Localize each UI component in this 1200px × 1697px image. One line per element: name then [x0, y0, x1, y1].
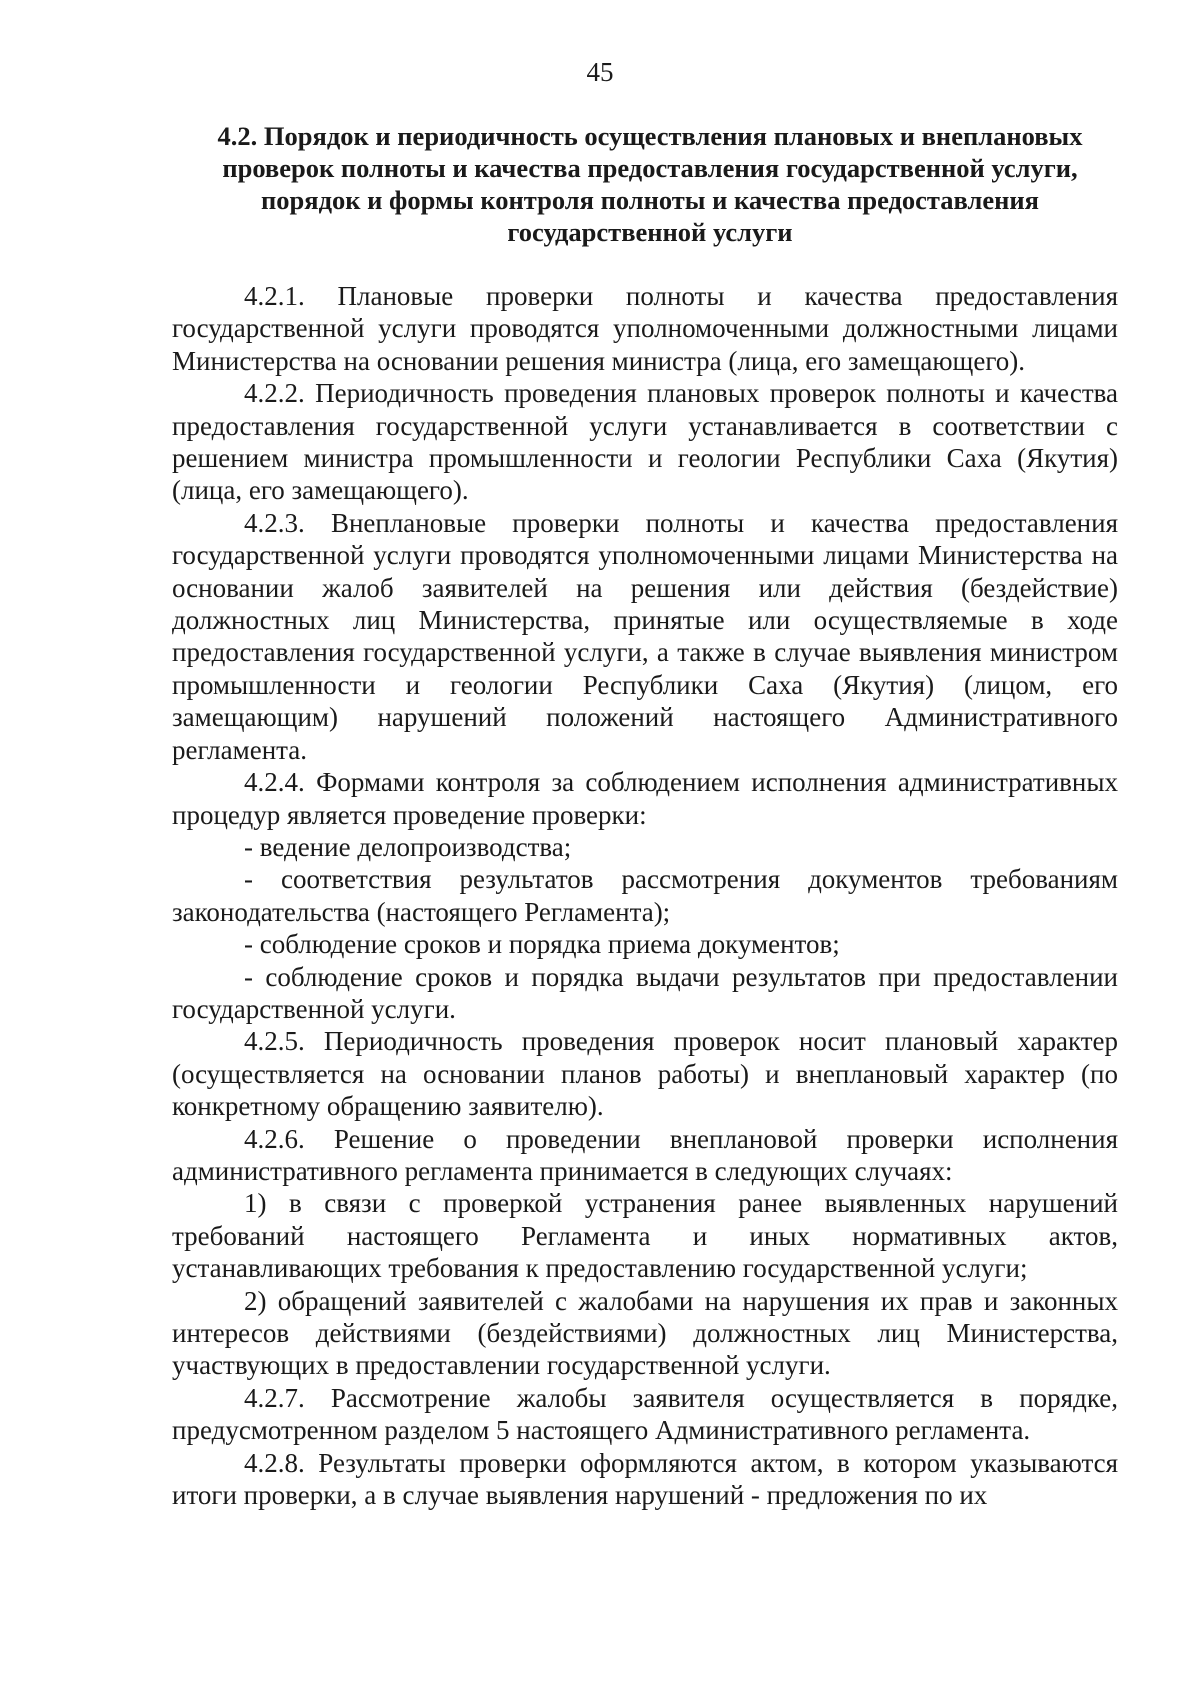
paragraph-4-2-2: 4.2.2. Периодичность проведения плановых проверок полноты и качества предоставления государственной услуги устанавливается в соответствии с решением министра промышленности и геологии Республики Саха (Якутия) (лица, его замещающего). [172, 378, 1118, 506]
list-item-acceptance-deadlines: - соблюдение сроков и порядка приема документов; [244, 929, 840, 960]
paragraph-4-2-5: 4.2.5. Периодичность проведения проверок носит плановый характер (осуществляется на основании планов работы) и внеплановый характер (по конкретному обращению заявителю). [172, 1026, 1118, 1122]
paragraph-4-2-6: 4.2.6. Решение о проведении внеплановой проверки исполнения административного регламента принимается в следующих случаях: [172, 1123, 1118, 1186]
paragraph-4-2-1: 4.2.1. Плановые проверки полноты и качества предоставления государственной услуги проводятся уполномоченными должностными лицами Министерства на основании решения министра (лица, его замещающего). [172, 281, 1118, 376]
list-item-document-review: - соответствия результатов рассмотрения документов требованиям законодательства (настоящего Регламента); [172, 864, 1118, 927]
paragraph-4-2-7: 4.2.7. Рассмотрение жалобы заявителя осуществляется в порядке, предусмотренном разделом 5 настоящего Административного регламента. [172, 1382, 1118, 1446]
list-item-case-1: 1) в связи с проверкой устранения ранее выявленных нарушений требований настоящего Регламента и иных нормативных актов, устанавливающих требования к предоставлению государственной услуги; [172, 1188, 1118, 1284]
paragraph-4-2-4: 4.2.4. Формами контроля за соблюдением исполнения административных процедур является проведение проверки: [172, 767, 1118, 830]
page-number: 45 [586, 57, 614, 87]
section-body [172, 280, 1118, 1511]
list-item-case-2: 2) обращений заявителей с жалобами на нарушения их прав и законных интересов действиями (бездействиями) должностных лиц Министерства, участвующих в предоставлении государственной услуги. [172, 1285, 1118, 1381]
paragraph-4-2-8: 4.2.8. Результаты проверки оформляются актом, в котором указываются итоги проверки, а в случае выявления нарушений - предложения по их [172, 1447, 1118, 1511]
section-heading: 4.2. Порядок и периодичность осуществления плановых и внеплановых проверок полноты и качества предоставления государственной услуги, порядок и формы контроля полноты и качества предоставления государственной услуги [217, 121, 1083, 247]
list-item-record-keeping: - ведение делопроизводства; [244, 831, 572, 862]
paragraph-4-2-3: 4.2.3. Внеплановые проверки полноты и качества предоставления государственной услуги проводятся уполномоченными лицами Министерства на основании жалоб заявителей на решения или действия (бездействие) должностных лиц Министерства, принятые или осуществляемые в ходе предоставления государственной услуги, а также в случае выявления министром промышленности и геологии Республики Саха (Якутия) (лицом, его замещающим) нарушений положений настоящего Административного регламента. [172, 507, 1118, 765]
list-item-issuance-deadlines: - соблюдение сроков и порядка выдачи результатов при предоставлении государственной услуги. [172, 961, 1118, 1024]
